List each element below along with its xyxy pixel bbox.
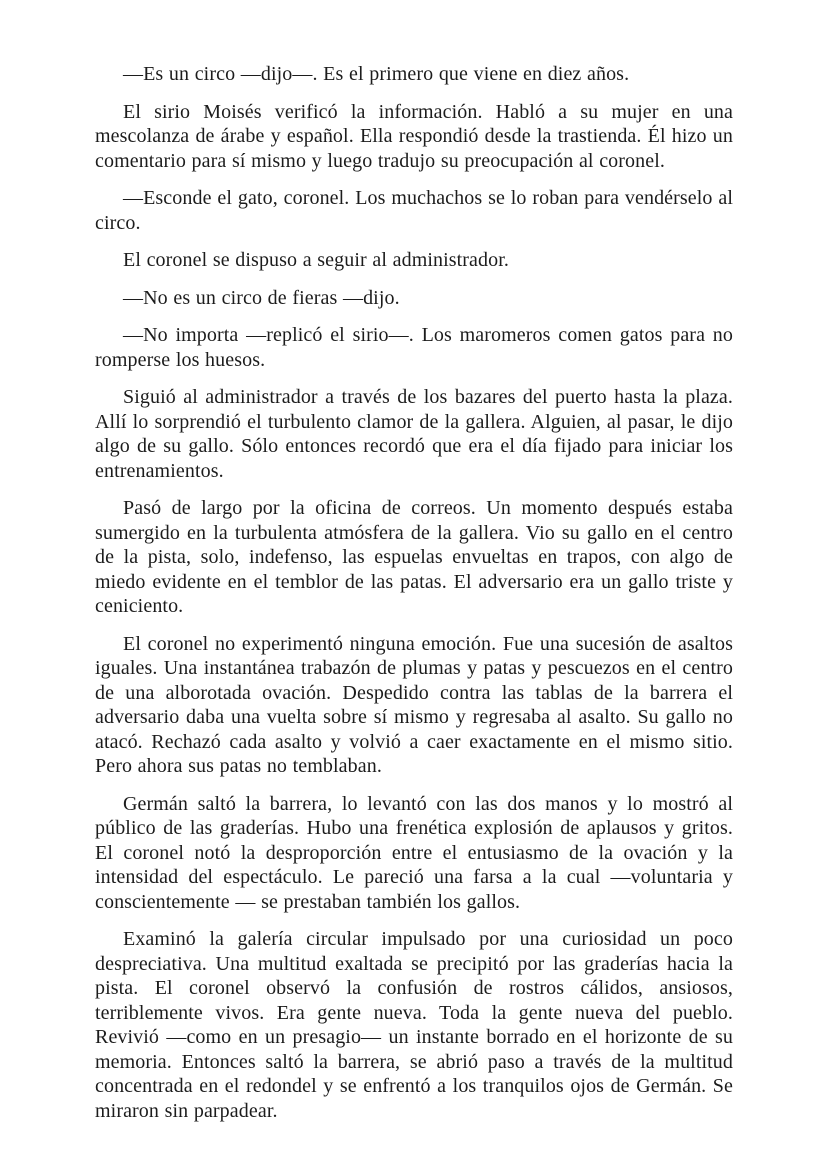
paragraph-paso-de-largo: Pasó de largo por la oficina de correos. Un momento después estaba sumergido en la turbulenta atmósfera de la gallera. Vio su gallo en el centro de la pista, solo, indefenso, las espuelas envueltas en trapos, con algo de miedo evidente en el temblor de las patas. El adversario era un gallo triste y ceniciento. bbox=[95, 497, 733, 617]
paragraph-coronel-seguir: El coronel se dispuso a seguir al administrador. bbox=[123, 249, 509, 271]
paragraph-dialogue-circus: —Es un circo —dijo—. Es el primero que viene en diez años. bbox=[123, 63, 630, 85]
paragraph-german-salto: Germán saltó la barrera, lo levantó con las dos manos y lo mostró al público de las graderías. Hubo una frenética explosión de aplausos y gritos. El coronel notó la desproporción entre el entusiasmo de la ovación y la intensidad del espectáculo. Le pareció una farsa a la cual —voluntaria y conscientemente — se prestaban también los gallos. bbox=[95, 792, 733, 913]
paragraph-siguio-bazares: Siguió al administrador a través de los bazares del puerto hasta la plaza. Allí lo sorprendió el turbulento clamor de la gallera. Alguien, al pasar, le dijo algo de su gallo. Sólo entonces recordó que era el día fijado para iniciar los entrenamientos. bbox=[95, 386, 733, 482]
paragraph-dialogue-esconde: —Esconde el gato, coronel. Los muchachos se lo roban para vendérselo al circo. bbox=[95, 187, 733, 234]
paragraph-ninguna-emocion: El coronel no experimentó ninguna emoción. Fue una sucesión de asaltos iguales. Una instantánea trabazón de plumas y patas y pescuezos en el centro de una alborotada ovación. Despedido contra las tablas de la barrera el adversario daba una vuelta sobre sí mismo y regresaba al asalto. Su gallo no atacó. Rechazó cada asalto y volvió a caer exactamente en el mismo sitio. Pero ahora sus patas no temblaban. bbox=[95, 632, 733, 777]
paragraph-dialogue-maromeros: —No importa —replicó el sirio—. Los maromeros comen gatos para no romperse los huesos. bbox=[95, 324, 733, 371]
paragraph-examino-galeria: Examinó la galería circular impulsado por una curiosidad un poco despreciativa. Una multitud exaltada se precipitó por las graderías hacia la pista. El coronel observó la confusión de rostros cálidos, ansiosos, terriblemente vivos. Era gente nueva. Toda la gente nueva del pueblo. Revivió —como en un presagio— un instante borrado en el horizonte de su memoria. Entonces saltó la barrera, se abrió paso a través de la multitud concentrada en el redondel y se enfrentó a los tranquilos ojos de Germán. Se miraron sin parpadear. bbox=[95, 928, 733, 1122]
paragraph-dialogue-fieras: —No es un circo de fieras —dijo. bbox=[123, 286, 400, 309]
paragraph-sirio-moises: El sirio Moisés verificó la información. Habló a su mujer en una mescolanza de árabe y español. Ella respondió desde la trastienda. Él hizo un comentario para sí mismo y luego tradujo su preocupación al coronel. bbox=[95, 100, 733, 172]
